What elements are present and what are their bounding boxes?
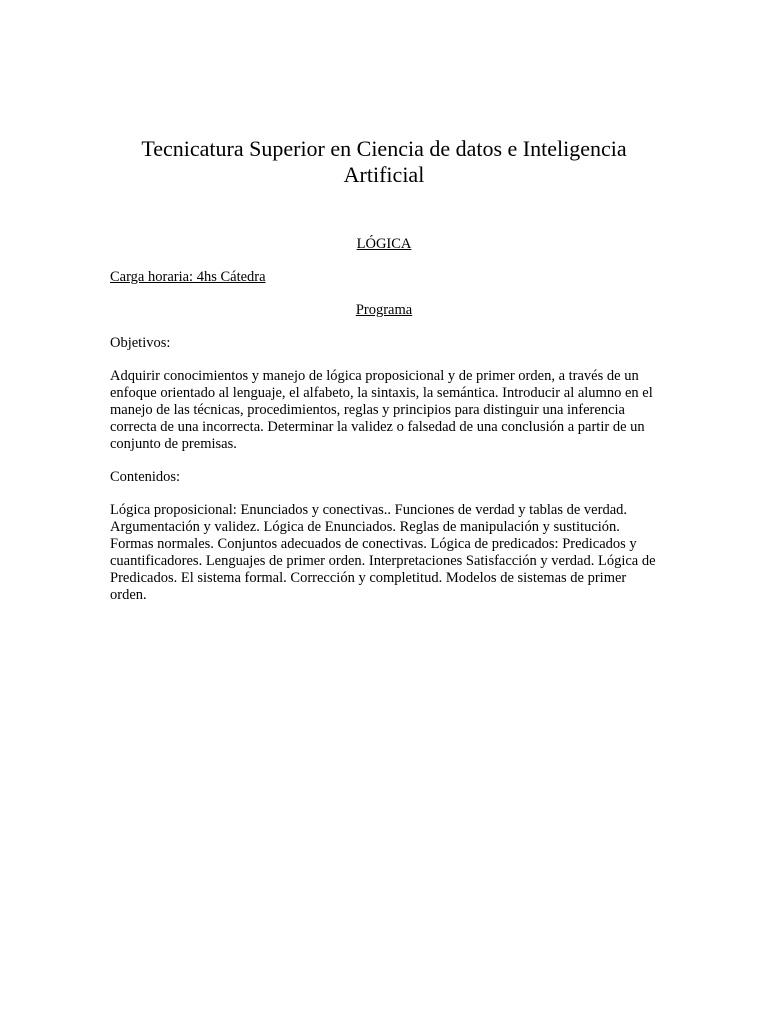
program-heading-text: Programa — [355, 302, 413, 318]
document-title: Tecnicatura Superior en Ciencia de datos e Inteligencia Artificial — [141, 136, 627, 187]
contents-label: Contenidos: — [110, 469, 181, 485]
program-heading — [110, 302, 658, 319]
document-page — [110, 136, 658, 604]
contents-paragraph: Lógica proposicional: Enunciados y conectivas.. Funciones de verdad y tablas de verdad. Argumentación y validez. Lógica de Enunciados. Reglas de manipulación y sustitución. Formas normales. Conjuntos adecuados de conectivas. Lógica de predicados: Predicados y cuantificadores. Lenguajes de primer orden. Interpretaciones Satisfacción y verdad. Lógica de Predicados. El sistema formal. Corrección y completitud. Modelos de sistemas de primer orden. — [110, 502, 656, 603]
subject-heading-text: LÓGICA — [356, 236, 412, 252]
objectives-label: Objetivos: — [110, 335, 171, 351]
objectives-paragraph: Adquirir conocimientos y manejo de lógica proposicional y de primer orden, a través de un enfoque orientado al lenguaje, el alfabeto, la sintaxis, la semántica. Introducir al alumno en el manejo de las técnicas, procedimientos, reglas y principios para distinguir una inferencia correcta de una incorrecta. Determinar la validez o falsedad de una conclusión a partir de un conjunto de premisas. — [110, 368, 653, 452]
course-hours — [110, 269, 658, 286]
course-hours-text: Carga horaria: 4hs Cátedra — [110, 269, 266, 285]
subject-heading — [110, 236, 658, 253]
